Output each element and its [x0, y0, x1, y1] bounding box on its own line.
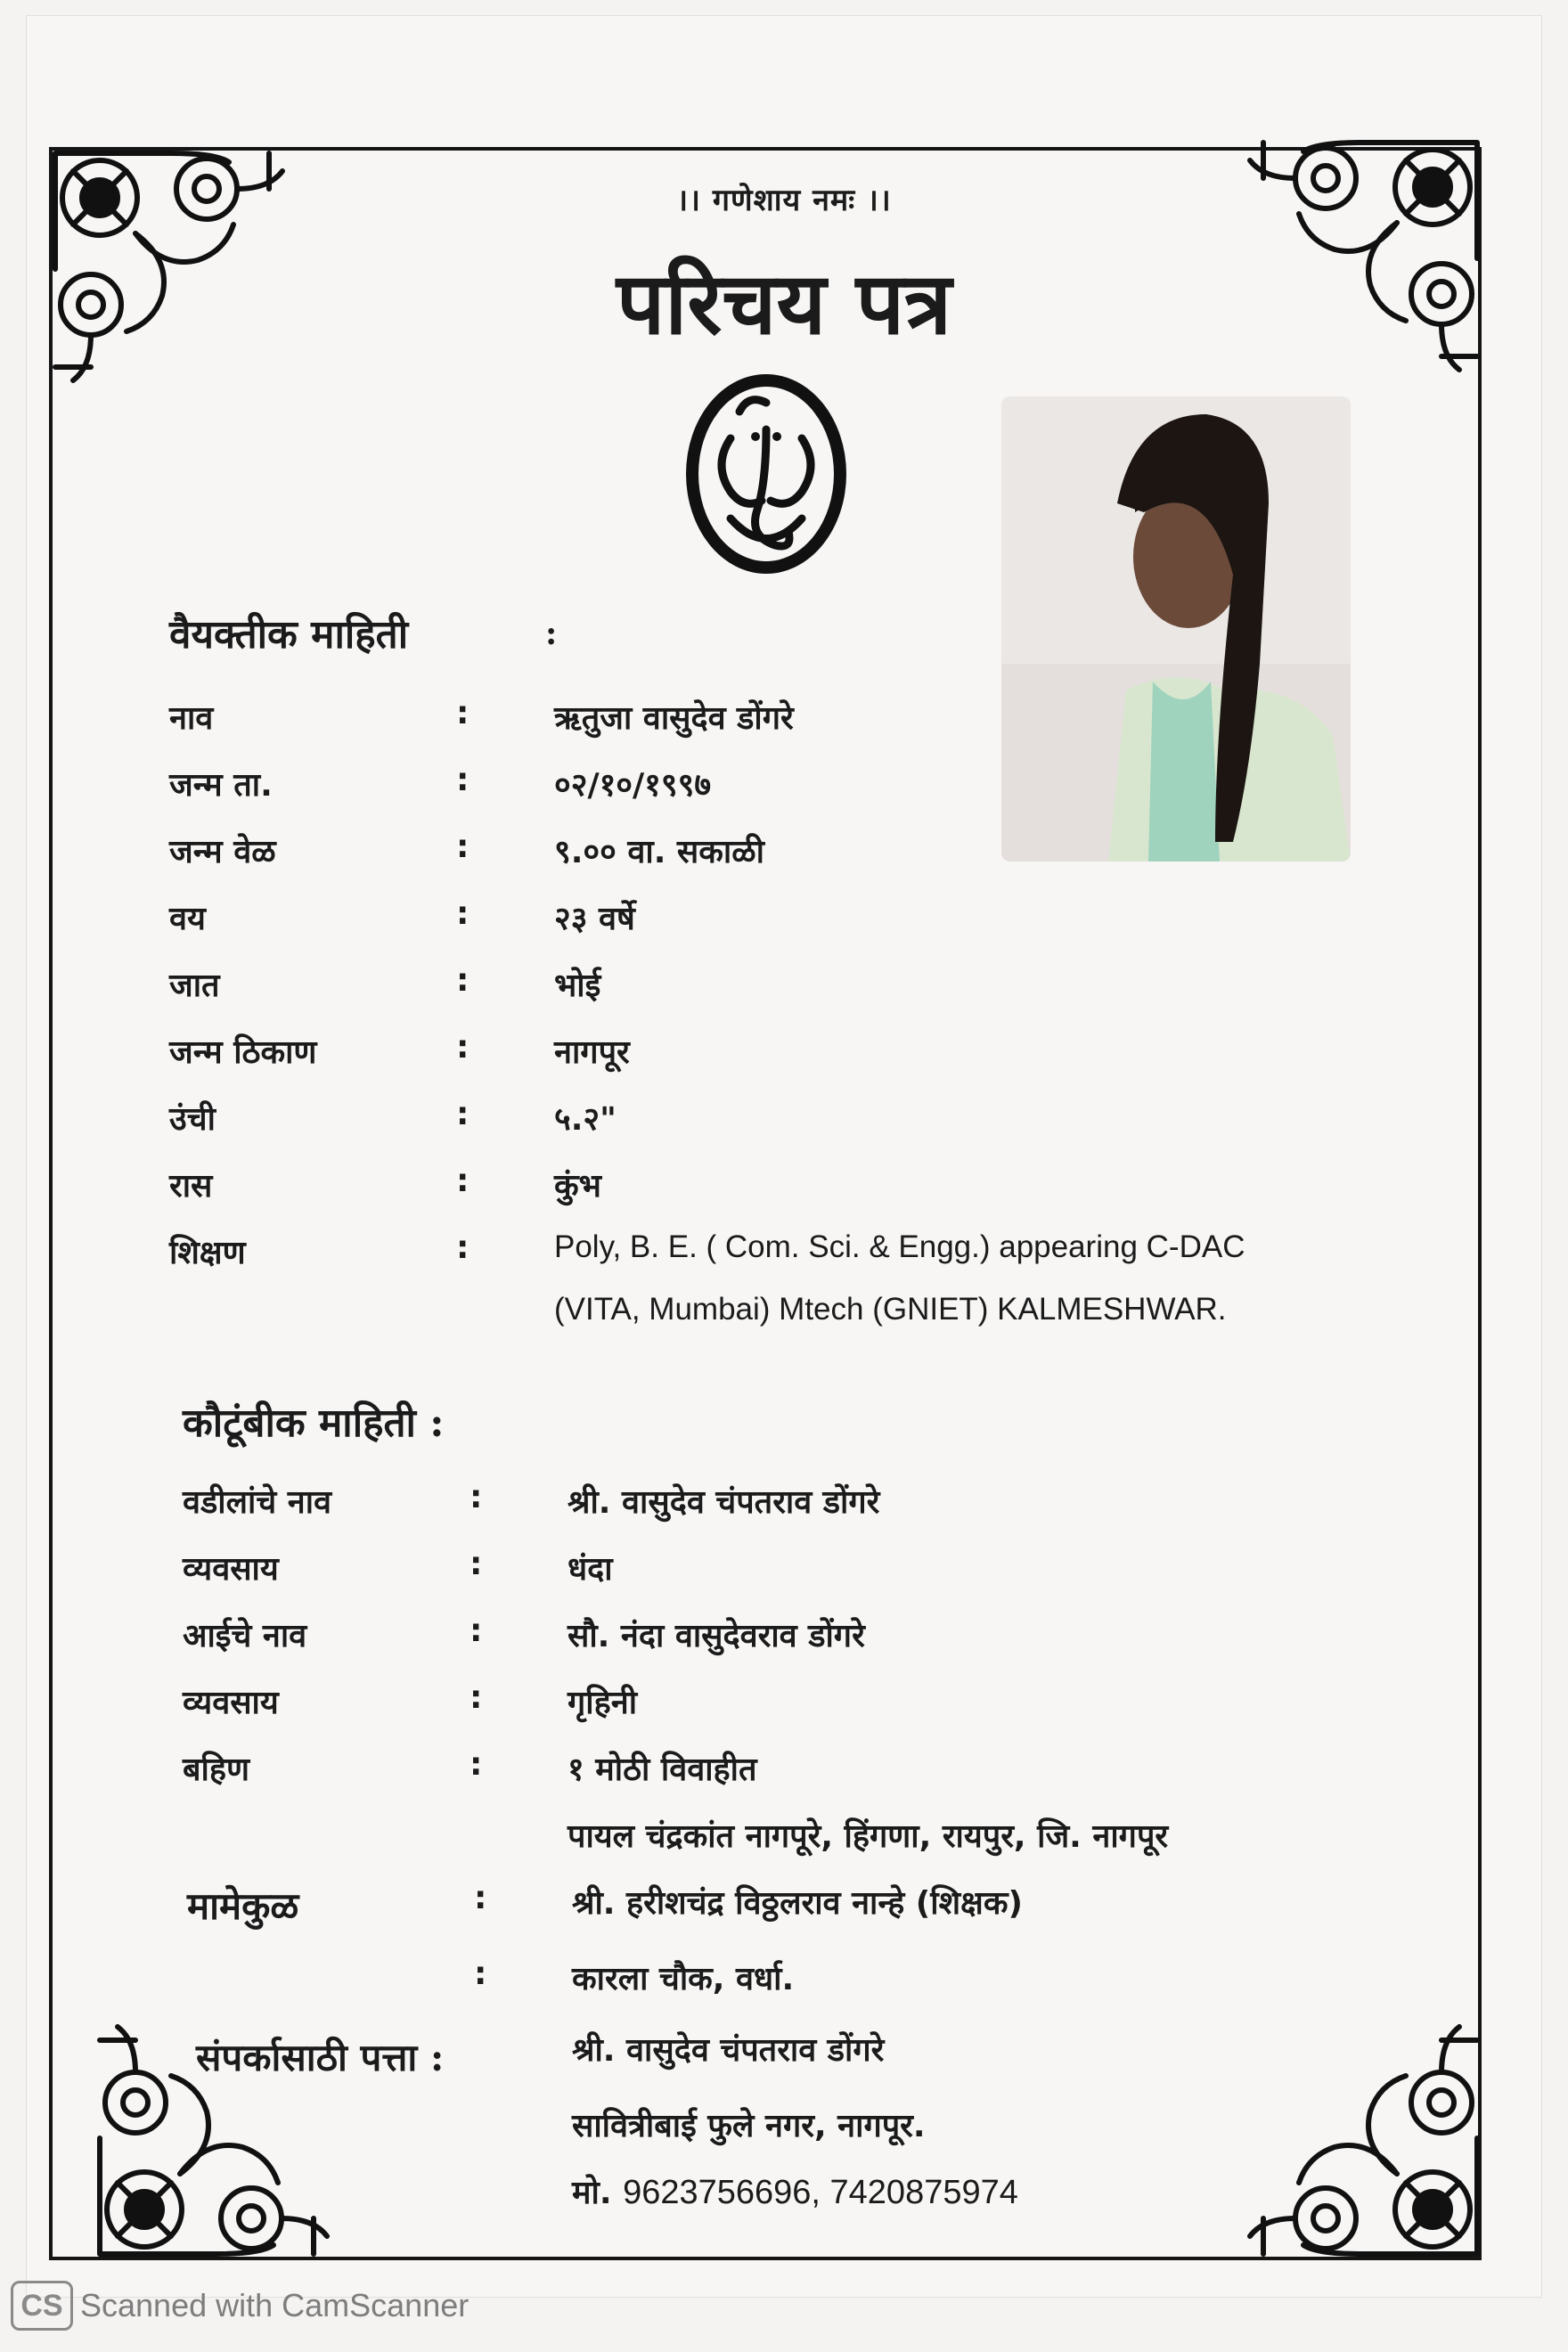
- row-colon: :: [470, 1746, 483, 1783]
- row-value: Poly, B. E. ( Com. Sci. & Engg.) appearing C-DAC: [554, 1229, 1245, 1264]
- row-value: ऋतुजा वासुदेव डोंगरे: [554, 700, 794, 737]
- row-value: ०२/१०/१९९७: [554, 767, 712, 804]
- row-label: जन्म ठिकाण: [169, 1034, 317, 1071]
- info-row-birth-time: [169, 829, 1417, 882]
- info-row-name: [169, 695, 1417, 748]
- info-row-height: [169, 1096, 1417, 1149]
- contact-heading: संपर्कासाठी पत्ता :: [196, 2036, 445, 2079]
- row-colon: :: [470, 1479, 483, 1515]
- row-colon: :: [456, 1163, 470, 1199]
- row-colon: :: [456, 962, 470, 999]
- row-colon: :: [470, 1679, 483, 1716]
- row-label: जन्म वेळ: [169, 834, 276, 870]
- info-row-zodiac: [169, 1163, 1417, 1216]
- info-row-sister-cont: [183, 1813, 1430, 1866]
- row-label: वय: [169, 901, 206, 937]
- row-label: शिक्षण: [169, 1235, 246, 1271]
- row-colon: :: [470, 1613, 483, 1649]
- info-row-father-occupation: [183, 1546, 1430, 1599]
- row-value-continued: कारला चौक, वर्धा.: [572, 1961, 795, 1997]
- row-value: सौ. नंदा वासुदेवराव डोंगरे: [568, 1618, 865, 1654]
- phone-numbers: 9623756696, 7420875974: [623, 2174, 1018, 2211]
- row-value: १ मोठी विवाहीत: [568, 1752, 757, 1788]
- row-label: जात: [169, 968, 220, 1004]
- info-row-father-name: [183, 1479, 1430, 1532]
- row-value: कुंभ: [554, 1168, 601, 1205]
- camscanner-logo: CS: [11, 2281, 73, 2331]
- row-label: आईचे नाव: [183, 1618, 307, 1654]
- row-label: रास: [169, 1168, 213, 1205]
- info-row-maternal-family-cont: [187, 1956, 1434, 2009]
- info-row-caste: [169, 962, 1417, 1016]
- row-colon: :: [474, 1880, 487, 1916]
- row-label: नाव: [169, 700, 214, 737]
- page-title: परिचय पत्र: [616, 253, 952, 354]
- contact-line-2: [187, 2103, 1434, 2156]
- info-row-sister: [183, 1746, 1430, 1800]
- row-value: भोई: [554, 968, 601, 1004]
- row-value: २३ वर्षे: [554, 901, 635, 937]
- row-value: गृहिनी: [568, 1685, 638, 1721]
- row-colon: :: [474, 1956, 487, 1992]
- info-row-mother-name: [183, 1613, 1430, 1666]
- ganesh-emblem-icon: [677, 367, 855, 581]
- row-label: बहिण: [183, 1752, 250, 1788]
- personal-info-heading-colon: :: [545, 615, 558, 652]
- contact-address: सावित्रीबाई फुले नगर, नागपूर.: [572, 2108, 926, 2144]
- row-colon: :: [456, 829, 470, 865]
- row-colon: :: [456, 1029, 470, 1066]
- info-row-education-cont: [169, 1292, 1417, 1345]
- info-row-age: [169, 895, 1417, 949]
- row-colon: :: [456, 1229, 470, 1266]
- row-value: ५.२": [554, 1101, 617, 1138]
- contact-line-3: [187, 2169, 1434, 2223]
- info-row-birth-date: [169, 762, 1417, 815]
- row-value: धंदा: [568, 1551, 613, 1588]
- row-label: मामेकुळ: [187, 1884, 299, 1928]
- contact-line-1: [187, 2027, 1434, 2080]
- contact-phone: [572, 2169, 1018, 2213]
- row-value-continued: पायल चंद्रकांत नागपूरे, हिंगणा, रायपुर, जि. नागपूर: [568, 1818, 1169, 1855]
- row-colon: :: [470, 1546, 483, 1582]
- row-value: ९.०० वा. सकाळी: [554, 834, 764, 870]
- info-row-education: [169, 1229, 1417, 1283]
- row-label: वडीलांचे नाव: [183, 1484, 332, 1521]
- row-label: व्यवसाय: [183, 1551, 279, 1588]
- row-label: जन्म ता.: [169, 767, 273, 804]
- invocation-line: ।। गणेशाय नमः ।।: [676, 183, 892, 218]
- row-colon: :: [456, 695, 470, 731]
- camscanner-watermark: [11, 2277, 469, 2334]
- row-label: व्यवसाय: [183, 1685, 279, 1721]
- watermark-text: Scanned with CamScanner: [80, 2287, 470, 2323]
- contact-name: श्री. वासुदेव चंपतराव डोंगरे: [572, 2032, 885, 2069]
- row-colon: :: [456, 1096, 470, 1132]
- row-value: नागपूर: [554, 1034, 630, 1071]
- info-row-maternal-family: [187, 1880, 1434, 1933]
- row-label: उंची: [169, 1101, 216, 1138]
- row-colon: :: [456, 762, 470, 798]
- info-row-mother-occupation: [183, 1679, 1430, 1733]
- row-value: श्री. हरीशचंद्र विठ्ठलराव नान्हे (शिक्षक): [572, 1885, 1023, 1922]
- row-colon: :: [456, 895, 470, 932]
- info-row-birth-place: [169, 1029, 1417, 1082]
- row-value-continued: (VITA, Mumbai) Mtech (GNIET) KALMESHWAR.: [554, 1292, 1227, 1327]
- row-value: श्री. वासुदेव चंपतराव डोंगरे: [568, 1484, 880, 1521]
- phone-prefix: मो.: [572, 2175, 612, 2211]
- personal-info-heading: वैयक्तीक माहिती: [169, 612, 409, 657]
- family-info-heading: कौटूंबीक माहिती :: [183, 1401, 445, 1446]
